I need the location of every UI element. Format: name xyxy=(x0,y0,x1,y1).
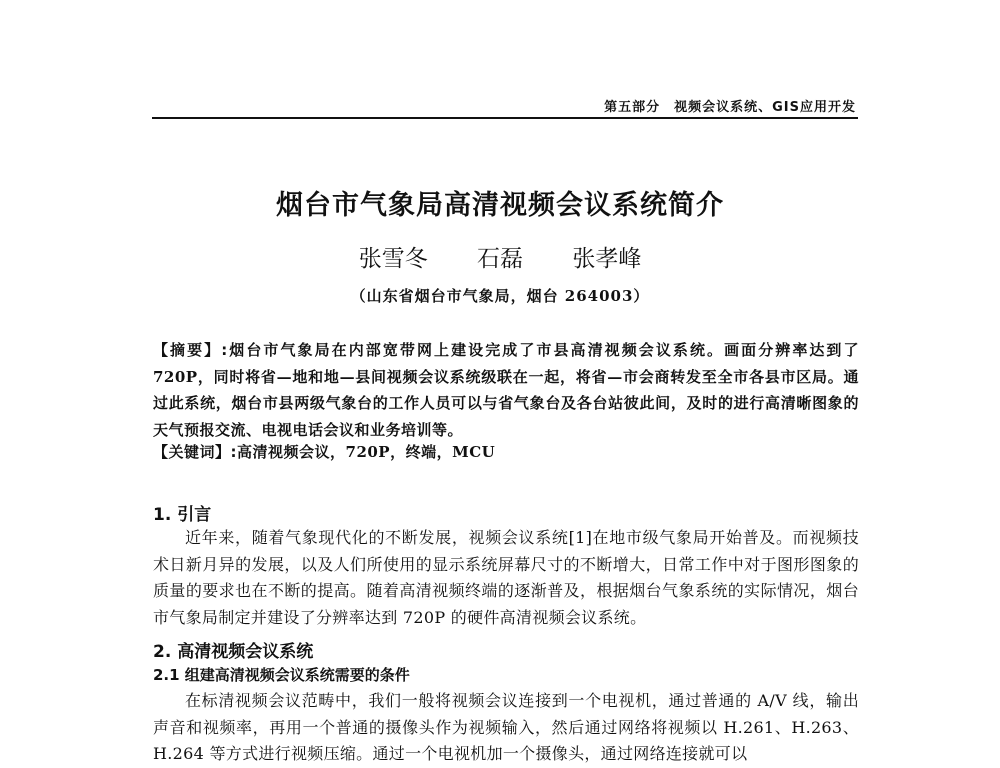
keywords xyxy=(153,441,859,462)
keywords-text: 高清视频会议，720P，终端，MCU xyxy=(237,443,496,461)
abstract-text: 烟台市气象局在内部宽带网上建设完成了市县高清视频会议系统。画面分辨率达到了 720P，同时将省—地和地—县间视频会议系统级联在一起，将省—市会商转发至全市各县市区局。通过此系统，烟台市县两级气象台的工作人员可以与省气象台及各台站彼此间，及时的进行高清晰图象的天气预报交流、电视电话会议和业务培训等。 xyxy=(153,341,859,439)
keywords-label: 【关键词】: xyxy=(153,443,237,461)
paper-title: 烟台市气象局高清视频会议系统简介 xyxy=(276,190,724,221)
author-name: 石磊 xyxy=(477,246,523,272)
author-name: 张孝峰 xyxy=(572,246,642,272)
conditions-paragraph: 在标清视频会议范畴中，我们一般将视频会议连接到一个电视机，通过普通的 A/V 线，输出声音和视频率，再用一个普通的摄像头作为视频输入，然后通过网络将视频以 H.261、H.263、H.264 等方式进行视频压缩。通过一个电视机加一个摄像头，通过网络连接就可以 xyxy=(153,691,859,763)
header-rule xyxy=(152,117,858,119)
running-header: 第五部分 视频会议系统、GIS应用开发 xyxy=(604,100,856,115)
section-heading-hd-system: 2. 高清视频会议系统 xyxy=(153,642,314,662)
author-list xyxy=(0,240,1000,273)
author-name: 张雪冬 xyxy=(358,246,428,272)
abstract xyxy=(153,337,859,443)
abstract-label: 【摘要】: xyxy=(153,341,228,359)
section-heading-introduction: 1. 引言 xyxy=(153,505,212,525)
affiliation: （山东省烟台市气象局，烟台 264003） xyxy=(350,287,650,305)
introduction-paragraph: 近年来，随着气象现代化的不断发展，视频会议系统[1]在地市级气象局开始普及。而视频技术日新月异的发展，以及人们所使用的显示系统屏幕尺寸的不断增大，日常工作中对于图形图象的质量的要求也在不断的提高。随着高清视频终端的逐渐普及，根据烟台气象系统的实际情况，烟台市气象局制定并建设了分辨率达到 720P 的硬件高清视频会议系统。 xyxy=(153,528,859,627)
subsection-heading-conditions: 2.1 组建高清视频会议系统需要的条件 xyxy=(153,666,410,684)
